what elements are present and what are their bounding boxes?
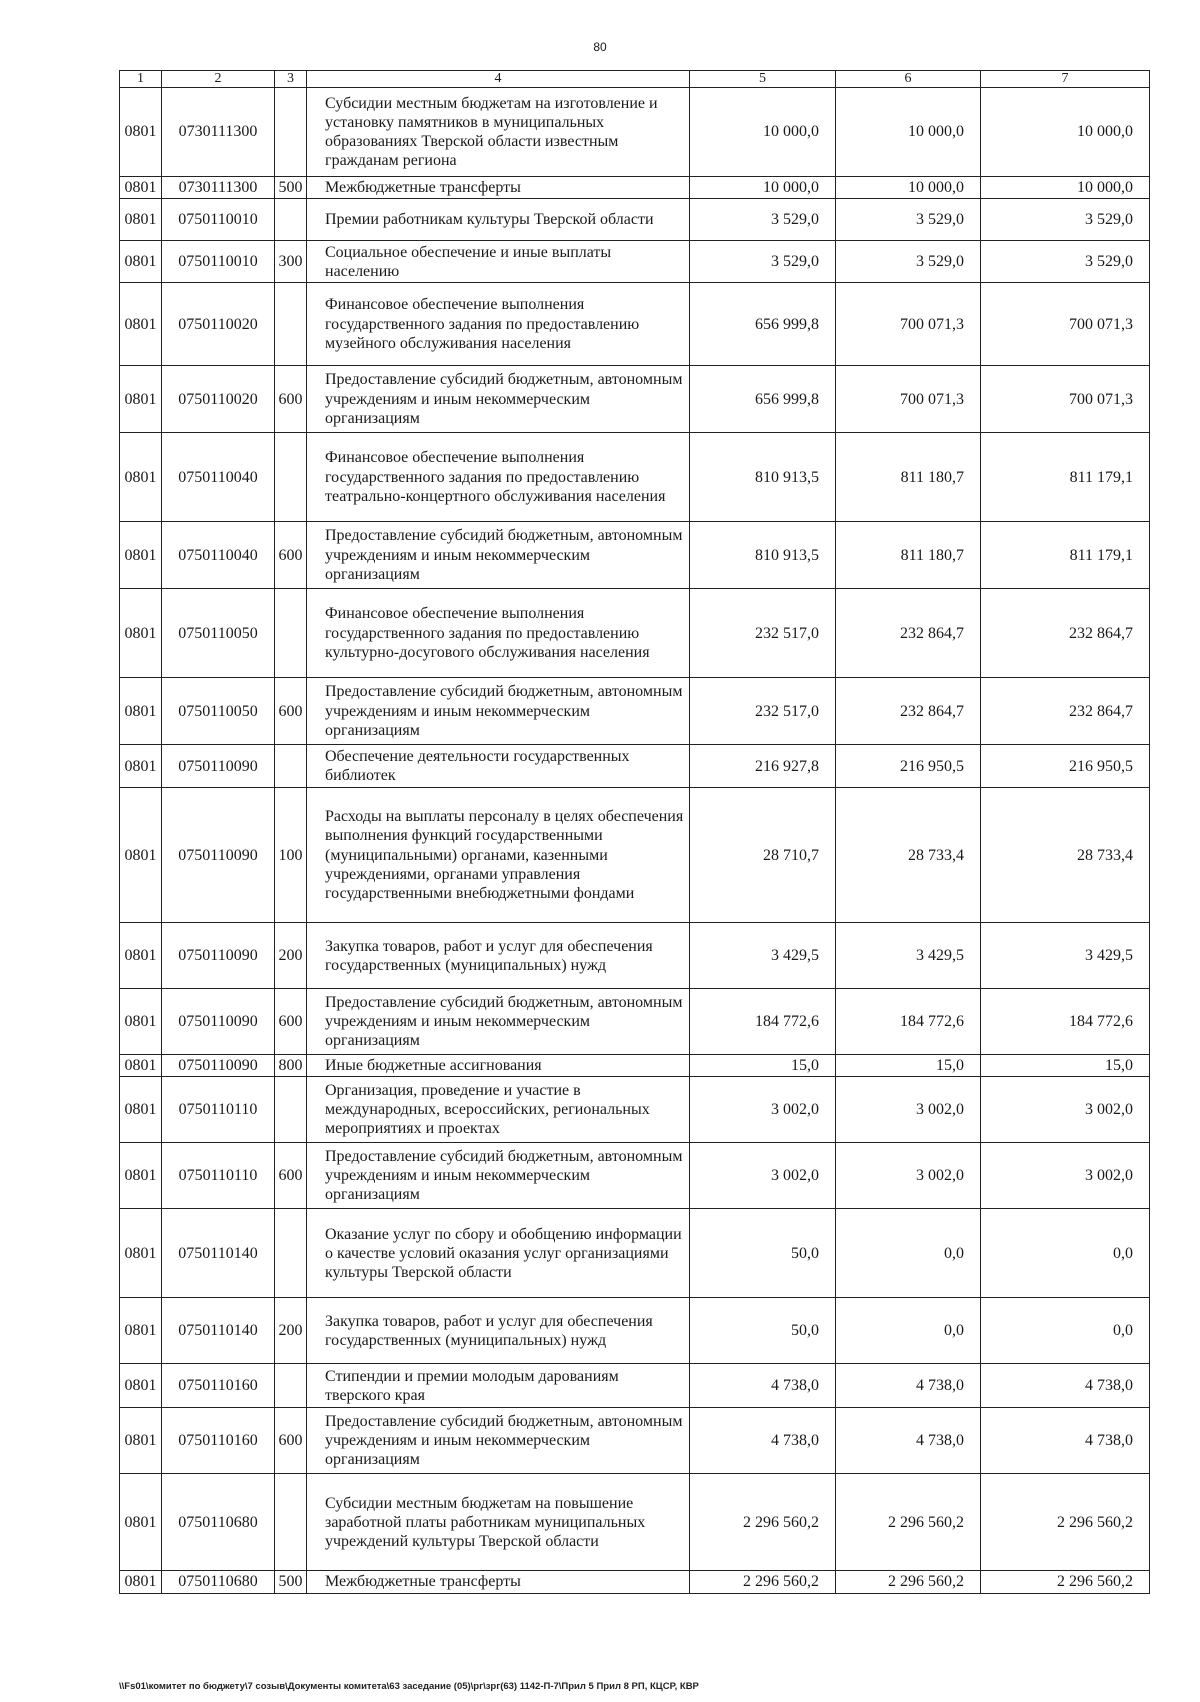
expense-type-cell	[275, 433, 307, 522]
target-article-cell: 0750110680	[162, 1474, 275, 1571]
section-code-cell: 0801	[120, 1408, 162, 1474]
description-cell: Межбюджетные трансферты	[307, 177, 690, 199]
section-code-cell: 0801	[120, 923, 162, 989]
table-row	[120, 923, 1150, 989]
description-cell: Предоставление субсидий бюджетным, автономным учреждениям и иным некоммерческим организациям	[307, 1143, 690, 1209]
amount-col7-cell: 10 000,0	[981, 88, 1150, 177]
description-cell: Социальное обеспечение и иные выплаты населению	[307, 241, 690, 283]
description-cell: Предоставление субсидий бюджетным, автономным учреждениям и иным некоммерческим организациям	[307, 366, 690, 433]
target-article-cell: 0730111300	[162, 88, 275, 177]
amount-col7-cell: 28 733,4	[981, 788, 1150, 923]
target-article-cell: 0750110160	[162, 1364, 275, 1408]
table-row	[120, 745, 1150, 788]
description-cell: Предоставление субсидий бюджетным, автономным учреждениям и иным некоммерческим организациям	[307, 989, 690, 1055]
column-number-3: 3	[275, 71, 307, 88]
section-code-cell: 0801	[120, 433, 162, 522]
expense-type-cell: 600	[275, 1143, 307, 1209]
expense-type-cell: 100	[275, 788, 307, 923]
amount-col5-cell: 15,0	[690, 1055, 836, 1077]
description-cell: Субсидии местным бюджетам на изготовление и установку памятников в муниципальных образованиях Тверской области известным гражданам региона	[307, 88, 690, 177]
target-article-cell: 0750110140	[162, 1209, 275, 1298]
amount-col5-cell: 3 429,5	[690, 923, 836, 989]
target-article-cell: 0750110090	[162, 745, 275, 788]
column-number-4: 4	[307, 71, 690, 88]
expense-type-cell	[275, 589, 307, 678]
page-number: 80	[593, 40, 607, 54]
amount-col5-cell: 232 517,0	[690, 589, 836, 678]
description-cell: Организация, проведение и участие в международных, всероссийских, региональных мероприятиях и проектах	[307, 1077, 690, 1143]
section-code-cell: 0801	[120, 989, 162, 1055]
expense-type-cell: 600	[275, 366, 307, 433]
amount-col6-cell: 232 864,7	[836, 678, 981, 745]
amount-col5-cell: 28 710,7	[690, 788, 836, 923]
amount-col7-cell: 700 071,3	[981, 366, 1150, 433]
amount-col7-cell: 2 296 560,2	[981, 1571, 1150, 1593]
amount-col7-cell: 232 864,7	[981, 678, 1150, 745]
expense-type-cell	[275, 745, 307, 788]
amount-col6-cell: 3 002,0	[836, 1077, 981, 1143]
table-row	[120, 1143, 1150, 1209]
target-article-cell: 0750110010	[162, 199, 275, 241]
amount-col5-cell: 2 296 560,2	[690, 1474, 836, 1571]
expense-type-cell: 500	[275, 1571, 307, 1593]
target-article-cell: 0750110020	[162, 366, 275, 433]
target-article-cell: 0750110010	[162, 241, 275, 283]
amount-col5-cell: 656 999,8	[690, 366, 836, 433]
amount-col7-cell: 15,0	[981, 1055, 1150, 1077]
expense-type-cell	[275, 1474, 307, 1571]
section-code-cell: 0801	[120, 283, 162, 366]
table-row	[120, 366, 1150, 433]
amount-col7-cell: 216 950,5	[981, 745, 1150, 788]
section-code-cell: 0801	[120, 1143, 162, 1209]
target-article-cell: 0750110050	[162, 589, 275, 678]
amount-col6-cell: 3 429,5	[836, 923, 981, 989]
section-code-cell: 0801	[120, 589, 162, 678]
amount-col5-cell: 3 002,0	[690, 1143, 836, 1209]
table-row	[120, 589, 1150, 678]
target-article-cell: 0750110680	[162, 1571, 275, 1593]
expense-type-cell: 600	[275, 989, 307, 1055]
amount-col7-cell: 0,0	[981, 1209, 1150, 1298]
table-row	[120, 88, 1150, 177]
expense-type-cell	[275, 88, 307, 177]
table-row	[120, 1298, 1150, 1364]
amount-col5-cell: 3 002,0	[690, 1077, 836, 1143]
amount-col6-cell: 700 071,3	[836, 283, 981, 366]
amount-col6-cell: 0,0	[836, 1298, 981, 1364]
amount-col7-cell: 3 529,0	[981, 199, 1150, 241]
amount-col5-cell: 810 913,5	[690, 522, 836, 589]
section-code-cell: 0801	[120, 1364, 162, 1408]
amount-col7-cell: 3 529,0	[981, 241, 1150, 283]
description-cell: Финансовое обеспечение выполнения государственного задания по предоставлению театрально-концертного обслуживания населения	[307, 433, 690, 522]
section-code-cell: 0801	[120, 177, 162, 199]
expense-type-cell: 600	[275, 678, 307, 745]
amount-col7-cell: 0,0	[981, 1298, 1150, 1364]
section-code-cell: 0801	[120, 88, 162, 177]
description-cell: Премии работникам культуры Тверской области	[307, 199, 690, 241]
section-code-cell: 0801	[120, 1571, 162, 1593]
amount-col7-cell: 3 429,5	[981, 923, 1150, 989]
table-body	[120, 88, 1150, 1594]
description-cell: Предоставление субсидий бюджетным, автономным учреждениям и иным некоммерческим организациям	[307, 522, 690, 589]
target-article-cell: 0750110110	[162, 1143, 275, 1209]
amount-col7-cell: 811 179,1	[981, 522, 1150, 589]
description-cell: Стипендии и премии молодым дарованиям тверского края	[307, 1364, 690, 1408]
table-row	[120, 1364, 1150, 1408]
target-article-cell: 0750110110	[162, 1077, 275, 1143]
table-row	[120, 989, 1150, 1055]
amount-col6-cell: 3 529,0	[836, 241, 981, 283]
footer-file-path: \\Fs01\комитет по бюджету\7 созыв\Документы комитета\63 заседание (05)\рг\зрг(63) 1142-П-7\Прил 5 Прил 8 РП, КЦСР, КВР	[119, 1681, 699, 1692]
table-row	[120, 1055, 1150, 1077]
amount-col6-cell: 15,0	[836, 1055, 981, 1077]
amount-col6-cell: 28 733,4	[836, 788, 981, 923]
section-code-cell: 0801	[120, 745, 162, 788]
amount-col5-cell: 10 000,0	[690, 88, 836, 177]
amount-col6-cell: 10 000,0	[836, 88, 981, 177]
target-article-cell: 0750110160	[162, 1408, 275, 1474]
table-row	[120, 1209, 1150, 1298]
target-article-cell: 0750110090	[162, 923, 275, 989]
amount-col5-cell: 216 927,8	[690, 745, 836, 788]
table-row	[120, 1571, 1150, 1593]
amount-col5-cell: 3 529,0	[690, 241, 836, 283]
expense-type-cell: 800	[275, 1055, 307, 1077]
section-code-cell: 0801	[120, 678, 162, 745]
column-number-2: 2	[162, 71, 275, 88]
table-row	[120, 1077, 1150, 1143]
amount-col7-cell: 184 772,6	[981, 989, 1150, 1055]
amount-col6-cell: 3 002,0	[836, 1143, 981, 1209]
table-row	[120, 199, 1150, 241]
amount-col6-cell: 700 071,3	[836, 366, 981, 433]
table-row	[120, 522, 1150, 589]
amount-col5-cell: 3 529,0	[690, 199, 836, 241]
table-row	[120, 1408, 1150, 1474]
amount-col6-cell: 2 296 560,2	[836, 1474, 981, 1571]
target-article-cell: 0750110140	[162, 1298, 275, 1364]
column-number-row	[120, 71, 1150, 88]
amount-col7-cell: 232 864,7	[981, 589, 1150, 678]
description-cell: Финансовое обеспечение выполнения государственного задания по предоставлению музейного обслуживания населения	[307, 283, 690, 366]
budget-table	[119, 70, 1150, 1594]
expense-type-cell	[275, 199, 307, 241]
target-article-cell: 0730111300	[162, 177, 275, 199]
expense-type-cell: 600	[275, 1408, 307, 1474]
section-code-cell: 0801	[120, 1209, 162, 1298]
expense-type-cell: 200	[275, 1298, 307, 1364]
amount-col5-cell: 50,0	[690, 1209, 836, 1298]
column-number-6: 6	[836, 71, 981, 88]
expense-type-cell	[275, 1209, 307, 1298]
table-row	[120, 1474, 1150, 1571]
target-article-cell: 0750110090	[162, 989, 275, 1055]
amount-col5-cell: 656 999,8	[690, 283, 836, 366]
amount-col6-cell: 0,0	[836, 1209, 981, 1298]
target-article-cell: 0750110050	[162, 678, 275, 745]
section-code-cell: 0801	[120, 366, 162, 433]
target-article-cell: 0750110040	[162, 522, 275, 589]
amount-col6-cell: 4 738,0	[836, 1364, 981, 1408]
amount-col7-cell: 2 296 560,2	[981, 1474, 1150, 1571]
description-cell: Обеспечение деятельности государственных библиотек	[307, 745, 690, 788]
description-cell: Закупка товаров, работ и услуг для обеспечения государственных (муниципальных) нужд	[307, 923, 690, 989]
amount-col5-cell: 184 772,6	[690, 989, 836, 1055]
amount-col6-cell: 10 000,0	[836, 177, 981, 199]
amount-col5-cell: 4 738,0	[690, 1408, 836, 1474]
amount-col7-cell: 4 738,0	[981, 1408, 1150, 1474]
target-article-cell: 0750110090	[162, 788, 275, 923]
target-article-cell: 0750110040	[162, 433, 275, 522]
description-cell: Закупка товаров, работ и услуг для обеспечения государственных (муниципальных) нужд	[307, 1298, 690, 1364]
section-code-cell: 0801	[120, 788, 162, 923]
amount-col7-cell: 3 002,0	[981, 1143, 1150, 1209]
amount-col7-cell: 811 179,1	[981, 433, 1150, 522]
table-row	[120, 678, 1150, 745]
table-row	[120, 177, 1150, 199]
column-number-1: 1	[120, 71, 162, 88]
description-cell: Финансовое обеспечение выполнения государственного задания по предоставлению культурно-досугового обслуживания населения	[307, 589, 690, 678]
section-code-cell: 0801	[120, 199, 162, 241]
expense-type-cell: 600	[275, 522, 307, 589]
table-row	[120, 788, 1150, 923]
expense-type-cell: 300	[275, 241, 307, 283]
column-number-5: 5	[690, 71, 836, 88]
amount-col5-cell: 4 738,0	[690, 1364, 836, 1408]
amount-col6-cell: 232 864,7	[836, 589, 981, 678]
amount-col6-cell: 811 180,7	[836, 433, 981, 522]
description-cell: Иные бюджетные ассигнования	[307, 1055, 690, 1077]
amount-col5-cell: 10 000,0	[690, 177, 836, 199]
amount-col7-cell: 3 002,0	[981, 1077, 1150, 1143]
target-article-cell: 0750110020	[162, 283, 275, 366]
table-row	[120, 283, 1150, 366]
amount-col6-cell: 2 296 560,2	[836, 1571, 981, 1593]
amount-col6-cell: 811 180,7	[836, 522, 981, 589]
table-row	[120, 433, 1150, 522]
description-cell: Межбюджетные трансферты	[307, 1571, 690, 1593]
section-code-cell: 0801	[120, 1474, 162, 1571]
expense-type-cell: 200	[275, 923, 307, 989]
amount-col5-cell: 50,0	[690, 1298, 836, 1364]
description-cell: Оказание услуг по сбору и обобщению информации о качестве условий оказания услуг организациями культуры Тверской области	[307, 1209, 690, 1298]
description-cell: Расходы на выплаты персоналу в целях обеспечения выполнения функций государственными (муниципальными) органами, казенными учреждениями, органами управления государственными внебюджетными фондами	[307, 788, 690, 923]
description-cell: Предоставление субсидий бюджетным, автономным учреждениям и иным некоммерческим организациям	[307, 678, 690, 745]
amount-col6-cell: 216 950,5	[836, 745, 981, 788]
amount-col6-cell: 184 772,6	[836, 989, 981, 1055]
expense-type-cell	[275, 1364, 307, 1408]
amount-col5-cell: 232 517,0	[690, 678, 836, 745]
amount-col5-cell: 2 296 560,2	[690, 1571, 836, 1593]
section-code-cell: 0801	[120, 1055, 162, 1077]
description-cell: Предоставление субсидий бюджетным, автономным учреждениям и иным некоммерческим организациям	[307, 1408, 690, 1474]
column-number-7: 7	[981, 71, 1150, 88]
table-row	[120, 241, 1150, 283]
amount-col7-cell: 700 071,3	[981, 283, 1150, 366]
amount-col7-cell: 10 000,0	[981, 177, 1150, 199]
expense-type-cell	[275, 1077, 307, 1143]
section-code-cell: 0801	[120, 1298, 162, 1364]
amount-col7-cell: 4 738,0	[981, 1364, 1150, 1408]
target-article-cell: 0750110090	[162, 1055, 275, 1077]
amount-col6-cell: 3 529,0	[836, 199, 981, 241]
expense-type-cell	[275, 283, 307, 366]
amount-col5-cell: 810 913,5	[690, 433, 836, 522]
expense-type-cell: 500	[275, 177, 307, 199]
description-cell: Субсидии местным бюджетам на повышение заработной платы работникам муниципальных учреждений культуры Тверской области	[307, 1474, 690, 1571]
section-code-cell: 0801	[120, 241, 162, 283]
section-code-cell: 0801	[120, 522, 162, 589]
section-code-cell: 0801	[120, 1077, 162, 1143]
amount-col6-cell: 4 738,0	[836, 1408, 981, 1474]
